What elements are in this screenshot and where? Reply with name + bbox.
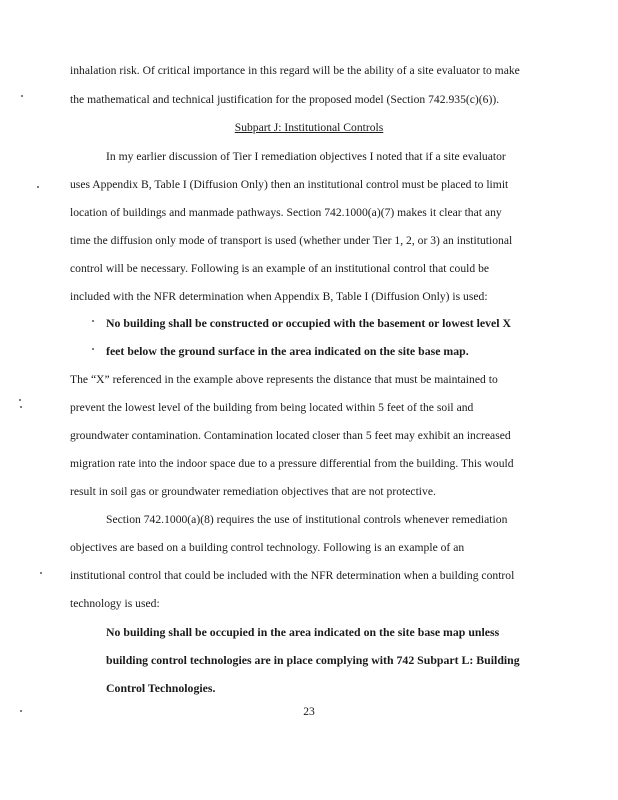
scan-speck [37, 186, 39, 188]
text-line: migration rate into the indoor space due to a pressure differential from the building. This would [70, 457, 514, 470]
text-line: objectives are based on a building control technology. Following is an example of an [70, 541, 465, 554]
scan-speck [92, 348, 94, 350]
text-line: technology is used: [70, 597, 160, 610]
text-line: time the diffusion only mode of transport is used (whether under Tier 1, 2, or 3) an institutional [70, 234, 513, 247]
text-line: The “X” referenced in the example above represents the distance that must be maintained to [70, 373, 498, 386]
text-line: groundwater contamination. Contamination located closer than 5 feet may exhibit an increased [70, 429, 511, 442]
scan-speck [40, 572, 42, 574]
scan-speck [92, 320, 94, 322]
example-control-line: building control technologies are in place complying with 742 Subpart L: Building [106, 653, 520, 667]
subheading-text: Subpart J: Institutional Controls [234, 121, 384, 134]
text-line: control will be necessary. Following is an example of an institutional control that could be [70, 262, 490, 275]
example-control-line: feet below the ground surface in the area indicated on the site base map. [106, 344, 469, 358]
text-line: the mathematical and technical justification for the proposed model (Section 742.935(c)(6)). [70, 93, 500, 106]
page-number: 23 [303, 705, 315, 718]
text-line: Section 742.1000(a)(8) requires the use of institutional controls whenever remediation [106, 513, 508, 526]
text-line: In my earlier discussion of Tier I remediation objectives I noted that if a site evaluator [106, 150, 506, 163]
scan-speck [20, 710, 22, 712]
scan-speck [21, 95, 23, 97]
example-control-line: No building shall be constructed or occupied with the basement or lowest level X [106, 316, 512, 330]
example-control-line: Control Technologies. [106, 681, 216, 695]
text-line: prevent the lowest level of the building from being located within 5 feet of the soil and [70, 401, 474, 414]
text-line: institutional control that could be included with the NFR determination when a building control [70, 569, 515, 582]
text-line: included with the NFR determination when Appendix B, Table I (Diffusion Only) is used: [70, 290, 488, 303]
text-line: location of buildings and manmade pathways. Section 742.1000(a)(7) makes it clear that any [70, 206, 502, 219]
section-subheading [0, 121, 618, 135]
text-line: inhalation risk. Of critical importance in this regard will be the ability of a site evaluator to make [70, 64, 520, 77]
text-line: result in soil gas or groundwater remediation objectives that are not protective. [70, 485, 436, 498]
scan-speck [20, 406, 22, 408]
example-control-line: No building shall be occupied in the area indicated on the site base map unless [106, 625, 500, 639]
text-line: uses Appendix B, Table I (Diffusion Only) then an institutional control must be placed to limit [70, 178, 509, 191]
scan-speck [19, 399, 21, 401]
